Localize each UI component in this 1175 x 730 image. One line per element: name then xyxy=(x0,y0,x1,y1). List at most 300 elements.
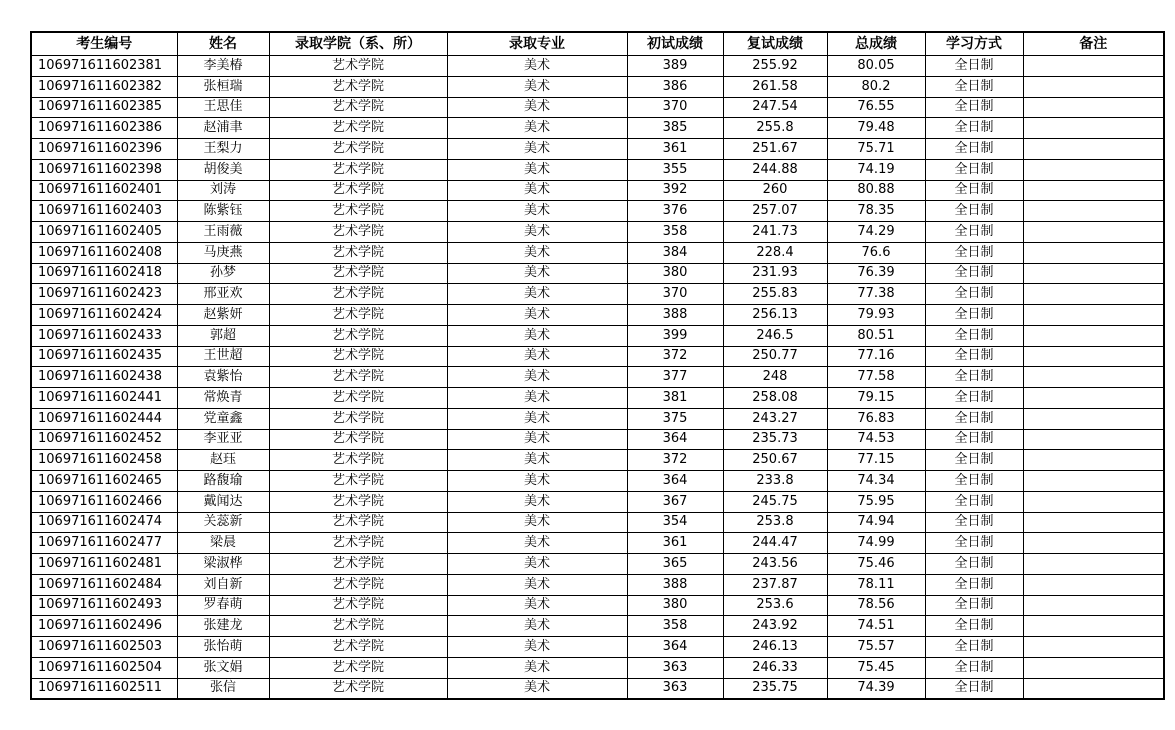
study-mode-cell: 全日制 xyxy=(925,408,1023,429)
exam-id-cell: 106971611602465 xyxy=(31,471,177,492)
major-cell: 美术 xyxy=(447,284,627,305)
college-cell: 艺术学院 xyxy=(269,97,447,118)
major-cell: 美术 xyxy=(447,201,627,222)
col-header-major: 录取专业 xyxy=(447,32,627,56)
college-cell: 艺术学院 xyxy=(269,574,447,595)
initial-score-cell: 375 xyxy=(627,408,723,429)
remarks-cell xyxy=(1023,325,1164,346)
remarks-cell xyxy=(1023,139,1164,160)
col-header-exam-id: 考生编号 xyxy=(31,32,177,56)
table-row xyxy=(31,574,1164,595)
initial-score-cell: 363 xyxy=(627,678,723,699)
retest-score-cell: 246.5 xyxy=(723,325,827,346)
name-cell: 王雨薇 xyxy=(177,222,269,243)
exam-id-cell: 106971611602452 xyxy=(31,429,177,450)
table-row xyxy=(31,180,1164,201)
total-score-cell: 79.93 xyxy=(827,305,925,326)
admission-list-table xyxy=(30,31,1165,700)
total-score-cell: 74.19 xyxy=(827,159,925,180)
total-score-cell: 75.57 xyxy=(827,637,925,658)
retest-score-cell: 253.6 xyxy=(723,595,827,616)
retest-score-cell: 235.75 xyxy=(723,678,827,699)
exam-id-cell: 106971611602474 xyxy=(31,512,177,533)
study-mode-cell: 全日制 xyxy=(925,76,1023,97)
study-mode-cell: 全日制 xyxy=(925,346,1023,367)
major-cell: 美术 xyxy=(447,325,627,346)
college-cell: 艺术学院 xyxy=(269,616,447,637)
remarks-cell xyxy=(1023,678,1164,699)
total-score-cell: 76.6 xyxy=(827,242,925,263)
remarks-cell xyxy=(1023,180,1164,201)
exam-id-cell: 106971611602403 xyxy=(31,201,177,222)
name-cell: 赵珏 xyxy=(177,450,269,471)
exam-id-cell: 106971611602405 xyxy=(31,222,177,243)
major-cell: 美术 xyxy=(447,56,627,77)
retest-score-cell: 255.83 xyxy=(723,284,827,305)
exam-id-cell: 106971611602511 xyxy=(31,678,177,699)
remarks-cell xyxy=(1023,450,1164,471)
remarks-cell xyxy=(1023,118,1164,139)
exam-id-cell: 106971611602438 xyxy=(31,367,177,388)
total-score-cell: 75.46 xyxy=(827,554,925,575)
table-row xyxy=(31,325,1164,346)
total-score-cell: 80.51 xyxy=(827,325,925,346)
header-row xyxy=(31,32,1164,56)
study-mode-cell: 全日制 xyxy=(925,450,1023,471)
initial-score-cell: 381 xyxy=(627,388,723,409)
table-row xyxy=(31,616,1164,637)
college-cell: 艺术学院 xyxy=(269,263,447,284)
study-mode-cell: 全日制 xyxy=(925,284,1023,305)
college-cell: 艺术学院 xyxy=(269,512,447,533)
study-mode-cell: 全日制 xyxy=(925,429,1023,450)
college-cell: 艺术学院 xyxy=(269,325,447,346)
table-row xyxy=(31,201,1164,222)
total-score-cell: 78.35 xyxy=(827,201,925,222)
remarks-cell xyxy=(1023,388,1164,409)
table-row xyxy=(31,222,1164,243)
table-row xyxy=(31,491,1164,512)
study-mode-cell: 全日制 xyxy=(925,305,1023,326)
total-score-cell: 77.16 xyxy=(827,346,925,367)
remarks-cell xyxy=(1023,637,1164,658)
initial-score-cell: 355 xyxy=(627,159,723,180)
college-cell: 艺术学院 xyxy=(269,180,447,201)
name-cell: 梁晨 xyxy=(177,533,269,554)
initial-score-cell: 354 xyxy=(627,512,723,533)
major-cell: 美术 xyxy=(447,263,627,284)
initial-score-cell: 363 xyxy=(627,657,723,678)
remarks-cell xyxy=(1023,76,1164,97)
name-cell: 张怡萌 xyxy=(177,637,269,658)
remarks-cell xyxy=(1023,471,1164,492)
total-score-cell: 77.15 xyxy=(827,450,925,471)
table-row xyxy=(31,305,1164,326)
major-cell: 美术 xyxy=(447,180,627,201)
total-score-cell: 74.29 xyxy=(827,222,925,243)
major-cell: 美术 xyxy=(447,222,627,243)
name-cell: 王世超 xyxy=(177,346,269,367)
total-score-cell: 79.15 xyxy=(827,388,925,409)
remarks-cell xyxy=(1023,56,1164,77)
col-header-college: 录取学院（系、所） xyxy=(269,32,447,56)
major-cell: 美术 xyxy=(447,76,627,97)
exam-id-cell: 106971611602484 xyxy=(31,574,177,595)
name-cell: 袁紫怡 xyxy=(177,367,269,388)
exam-id-cell: 106971611602418 xyxy=(31,263,177,284)
initial-score-cell: 399 xyxy=(627,325,723,346)
exam-id-cell: 106971611602408 xyxy=(31,242,177,263)
major-cell: 美术 xyxy=(447,139,627,160)
college-cell: 艺术学院 xyxy=(269,429,447,450)
total-score-cell: 76.39 xyxy=(827,263,925,284)
retest-score-cell: 251.67 xyxy=(723,139,827,160)
major-cell: 美术 xyxy=(447,616,627,637)
retest-score-cell: 255.92 xyxy=(723,56,827,77)
col-header-remarks: 备注 xyxy=(1023,32,1164,56)
total-score-cell: 80.88 xyxy=(827,180,925,201)
table-row xyxy=(31,450,1164,471)
name-cell: 孙梦 xyxy=(177,263,269,284)
remarks-cell xyxy=(1023,616,1164,637)
college-cell: 艺术学院 xyxy=(269,408,447,429)
remarks-cell xyxy=(1023,242,1164,263)
exam-id-cell: 106971611602458 xyxy=(31,450,177,471)
name-cell: 赵浦聿 xyxy=(177,118,269,139)
retest-score-cell: 250.77 xyxy=(723,346,827,367)
study-mode-cell: 全日制 xyxy=(925,159,1023,180)
retest-score-cell: 250.67 xyxy=(723,450,827,471)
college-cell: 艺术学院 xyxy=(269,305,447,326)
exam-id-cell: 106971611602423 xyxy=(31,284,177,305)
major-cell: 美术 xyxy=(447,97,627,118)
college-cell: 艺术学院 xyxy=(269,118,447,139)
name-cell: 路馥瑜 xyxy=(177,471,269,492)
remarks-cell xyxy=(1023,512,1164,533)
name-cell: 胡俊美 xyxy=(177,159,269,180)
remarks-cell xyxy=(1023,159,1164,180)
initial-score-cell: 364 xyxy=(627,637,723,658)
total-score-cell: 80.05 xyxy=(827,56,925,77)
major-cell: 美术 xyxy=(447,159,627,180)
table-row xyxy=(31,56,1164,77)
study-mode-cell: 全日制 xyxy=(925,97,1023,118)
initial-score-cell: 385 xyxy=(627,118,723,139)
initial-score-cell: 365 xyxy=(627,554,723,575)
retest-score-cell: 246.13 xyxy=(723,637,827,658)
exam-id-cell: 106971611602385 xyxy=(31,97,177,118)
table-row xyxy=(31,657,1164,678)
study-mode-cell: 全日制 xyxy=(925,180,1023,201)
exam-id-cell: 106971611602493 xyxy=(31,595,177,616)
table-row xyxy=(31,408,1164,429)
study-mode-cell: 全日制 xyxy=(925,471,1023,492)
total-score-cell: 78.56 xyxy=(827,595,925,616)
remarks-cell xyxy=(1023,222,1164,243)
major-cell: 美术 xyxy=(447,657,627,678)
total-score-cell: 74.53 xyxy=(827,429,925,450)
col-header-retest-score: 复试成绩 xyxy=(723,32,827,56)
total-score-cell: 76.55 xyxy=(827,97,925,118)
remarks-cell xyxy=(1023,97,1164,118)
retest-score-cell: 244.88 xyxy=(723,159,827,180)
major-cell: 美术 xyxy=(447,491,627,512)
college-cell: 艺术学院 xyxy=(269,450,447,471)
table-row xyxy=(31,346,1164,367)
college-cell: 艺术学院 xyxy=(269,491,447,512)
college-cell: 艺术学院 xyxy=(269,367,447,388)
retest-score-cell: 243.27 xyxy=(723,408,827,429)
study-mode-cell: 全日制 xyxy=(925,388,1023,409)
name-cell: 郭超 xyxy=(177,325,269,346)
college-cell: 艺术学院 xyxy=(269,657,447,678)
exam-id-cell: 106971611602381 xyxy=(31,56,177,77)
college-cell: 艺术学院 xyxy=(269,56,447,77)
college-cell: 艺术学院 xyxy=(269,533,447,554)
major-cell: 美术 xyxy=(447,574,627,595)
table-row xyxy=(31,533,1164,554)
table-row xyxy=(31,637,1164,658)
exam-id-cell: 106971611602481 xyxy=(31,554,177,575)
exam-id-cell: 106971611602433 xyxy=(31,325,177,346)
college-cell: 艺术学院 xyxy=(269,222,447,243)
total-score-cell: 80.2 xyxy=(827,76,925,97)
exam-id-cell: 106971611602401 xyxy=(31,180,177,201)
initial-score-cell: 384 xyxy=(627,242,723,263)
college-cell: 艺术学院 xyxy=(269,139,447,160)
college-cell: 艺术学院 xyxy=(269,284,447,305)
name-cell: 陈紫钰 xyxy=(177,201,269,222)
total-score-cell: 75.71 xyxy=(827,139,925,160)
study-mode-cell: 全日制 xyxy=(925,533,1023,554)
remarks-cell xyxy=(1023,263,1164,284)
initial-score-cell: 370 xyxy=(627,97,723,118)
initial-score-cell: 386 xyxy=(627,76,723,97)
exam-id-cell: 106971611602444 xyxy=(31,408,177,429)
table-row xyxy=(31,97,1164,118)
study-mode-cell: 全日制 xyxy=(925,678,1023,699)
major-cell: 美术 xyxy=(447,450,627,471)
remarks-cell xyxy=(1023,367,1164,388)
retest-score-cell: 245.75 xyxy=(723,491,827,512)
remarks-cell xyxy=(1023,284,1164,305)
table-row xyxy=(31,471,1164,492)
table-row xyxy=(31,429,1164,450)
name-cell: 戴闻达 xyxy=(177,491,269,512)
initial-score-cell: 358 xyxy=(627,222,723,243)
initial-score-cell: 364 xyxy=(627,429,723,450)
major-cell: 美术 xyxy=(447,346,627,367)
retest-score-cell: 261.58 xyxy=(723,76,827,97)
major-cell: 美术 xyxy=(447,388,627,409)
retest-score-cell: 244.47 xyxy=(723,533,827,554)
initial-score-cell: 380 xyxy=(627,595,723,616)
initial-score-cell: 372 xyxy=(627,450,723,471)
retest-score-cell: 247.54 xyxy=(723,97,827,118)
initial-score-cell: 389 xyxy=(627,56,723,77)
name-cell: 张信 xyxy=(177,678,269,699)
major-cell: 美术 xyxy=(447,595,627,616)
exam-id-cell: 106971611602435 xyxy=(31,346,177,367)
retest-score-cell: 255.8 xyxy=(723,118,827,139)
table-row xyxy=(31,139,1164,160)
major-cell: 美术 xyxy=(447,242,627,263)
retest-score-cell: 237.87 xyxy=(723,574,827,595)
retest-score-cell: 241.73 xyxy=(723,222,827,243)
study-mode-cell: 全日制 xyxy=(925,118,1023,139)
college-cell: 艺术学院 xyxy=(269,201,447,222)
total-score-cell: 74.94 xyxy=(827,512,925,533)
table-row xyxy=(31,595,1164,616)
total-score-cell: 74.39 xyxy=(827,678,925,699)
exam-id-cell: 106971611602424 xyxy=(31,305,177,326)
retest-score-cell: 253.8 xyxy=(723,512,827,533)
initial-score-cell: 388 xyxy=(627,305,723,326)
study-mode-cell: 全日制 xyxy=(925,657,1023,678)
initial-score-cell: 376 xyxy=(627,201,723,222)
initial-score-cell: 377 xyxy=(627,367,723,388)
remarks-cell xyxy=(1023,305,1164,326)
name-cell: 关蕊新 xyxy=(177,512,269,533)
name-cell: 王思佳 xyxy=(177,97,269,118)
total-score-cell: 79.48 xyxy=(827,118,925,139)
total-score-cell: 75.45 xyxy=(827,657,925,678)
retest-score-cell: 248 xyxy=(723,367,827,388)
name-cell: 罗春萌 xyxy=(177,595,269,616)
name-cell: 刘涛 xyxy=(177,180,269,201)
col-header-study-mode: 学习方式 xyxy=(925,32,1023,56)
college-cell: 艺术学院 xyxy=(269,388,447,409)
study-mode-cell: 全日制 xyxy=(925,491,1023,512)
col-header-total-score: 总成绩 xyxy=(827,32,925,56)
col-header-initial-score: 初试成绩 xyxy=(627,32,723,56)
study-mode-cell: 全日制 xyxy=(925,201,1023,222)
remarks-cell xyxy=(1023,574,1164,595)
college-cell: 艺术学院 xyxy=(269,554,447,575)
table-body xyxy=(31,56,1164,700)
major-cell: 美术 xyxy=(447,533,627,554)
name-cell: 马庚燕 xyxy=(177,242,269,263)
table-row xyxy=(31,554,1164,575)
name-cell: 张建龙 xyxy=(177,616,269,637)
name-cell: 张文娟 xyxy=(177,657,269,678)
table-row xyxy=(31,159,1164,180)
retest-score-cell: 233.8 xyxy=(723,471,827,492)
major-cell: 美术 xyxy=(447,118,627,139)
initial-score-cell: 370 xyxy=(627,284,723,305)
study-mode-cell: 全日制 xyxy=(925,325,1023,346)
remarks-cell xyxy=(1023,408,1164,429)
major-cell: 美术 xyxy=(447,408,627,429)
name-cell: 邢亚欢 xyxy=(177,284,269,305)
college-cell: 艺术学院 xyxy=(269,346,447,367)
college-cell: 艺术学院 xyxy=(269,242,447,263)
name-cell: 王梨力 xyxy=(177,139,269,160)
retest-score-cell: 243.92 xyxy=(723,616,827,637)
study-mode-cell: 全日制 xyxy=(925,367,1023,388)
college-cell: 艺术学院 xyxy=(269,76,447,97)
study-mode-cell: 全日制 xyxy=(925,242,1023,263)
total-score-cell: 74.34 xyxy=(827,471,925,492)
study-mode-cell: 全日制 xyxy=(925,139,1023,160)
initial-score-cell: 380 xyxy=(627,263,723,284)
remarks-cell xyxy=(1023,201,1164,222)
initial-score-cell: 361 xyxy=(627,533,723,554)
name-cell: 李美椿 xyxy=(177,56,269,77)
total-score-cell: 76.83 xyxy=(827,408,925,429)
study-mode-cell: 全日制 xyxy=(925,56,1023,77)
remarks-cell xyxy=(1023,429,1164,450)
total-score-cell: 75.95 xyxy=(827,491,925,512)
initial-score-cell: 367 xyxy=(627,491,723,512)
exam-id-cell: 106971611602396 xyxy=(31,139,177,160)
table-row xyxy=(31,263,1164,284)
college-cell: 艺术学院 xyxy=(269,159,447,180)
major-cell: 美术 xyxy=(447,305,627,326)
name-cell: 李亚亚 xyxy=(177,429,269,450)
initial-score-cell: 364 xyxy=(627,471,723,492)
remarks-cell xyxy=(1023,595,1164,616)
remarks-cell xyxy=(1023,657,1164,678)
table-row xyxy=(31,284,1164,305)
study-mode-cell: 全日制 xyxy=(925,512,1023,533)
name-cell: 党童鑫 xyxy=(177,408,269,429)
total-score-cell: 74.51 xyxy=(827,616,925,637)
college-cell: 艺术学院 xyxy=(269,595,447,616)
study-mode-cell: 全日制 xyxy=(925,595,1023,616)
exam-id-cell: 106971611602477 xyxy=(31,533,177,554)
exam-id-cell: 106971611602466 xyxy=(31,491,177,512)
exam-id-cell: 106971611602386 xyxy=(31,118,177,139)
major-cell: 美术 xyxy=(447,554,627,575)
table-row xyxy=(31,118,1164,139)
initial-score-cell: 361 xyxy=(627,139,723,160)
col-header-name: 姓名 xyxy=(177,32,269,56)
study-mode-cell: 全日制 xyxy=(925,263,1023,284)
exam-id-cell: 106971611602398 xyxy=(31,159,177,180)
exam-id-cell: 106971611602382 xyxy=(31,76,177,97)
remarks-cell xyxy=(1023,554,1164,575)
study-mode-cell: 全日制 xyxy=(925,616,1023,637)
name-cell: 梁淑桦 xyxy=(177,554,269,575)
name-cell: 张桓瑞 xyxy=(177,76,269,97)
retest-score-cell: 231.93 xyxy=(723,263,827,284)
retest-score-cell: 258.08 xyxy=(723,388,827,409)
college-cell: 艺术学院 xyxy=(269,678,447,699)
initial-score-cell: 392 xyxy=(627,180,723,201)
retest-score-cell: 235.73 xyxy=(723,429,827,450)
table-row xyxy=(31,512,1164,533)
table-row xyxy=(31,242,1164,263)
major-cell: 美术 xyxy=(447,678,627,699)
total-score-cell: 74.99 xyxy=(827,533,925,554)
table-row xyxy=(31,388,1164,409)
study-mode-cell: 全日制 xyxy=(925,554,1023,575)
major-cell: 美术 xyxy=(447,637,627,658)
major-cell: 美术 xyxy=(447,367,627,388)
total-score-cell: 77.58 xyxy=(827,367,925,388)
name-cell: 赵紫妍 xyxy=(177,305,269,326)
table-row xyxy=(31,367,1164,388)
retest-score-cell: 243.56 xyxy=(723,554,827,575)
major-cell: 美术 xyxy=(447,471,627,492)
retest-score-cell: 246.33 xyxy=(723,657,827,678)
major-cell: 美术 xyxy=(447,512,627,533)
remarks-cell xyxy=(1023,533,1164,554)
retest-score-cell: 260 xyxy=(723,180,827,201)
exam-id-cell: 106971611602496 xyxy=(31,616,177,637)
retest-score-cell: 257.07 xyxy=(723,201,827,222)
